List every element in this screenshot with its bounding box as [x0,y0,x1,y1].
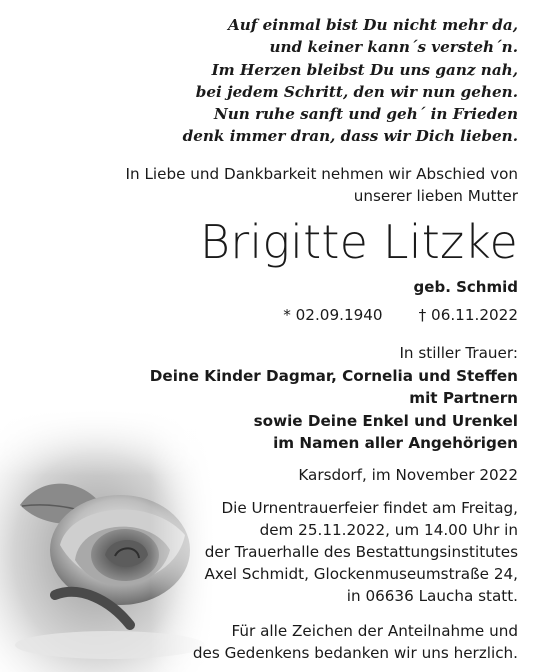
death-date: † 06.11.2022 [418,306,518,324]
service-line: der Trauerhalle des Bestattungsinstitutes [204,543,518,561]
poem-line: und keiner kann´s versteh´n. [269,38,518,57]
service-line: in 06636 Laucha statt. [346,587,518,605]
maiden-name: geb. Schmid [413,278,518,296]
intro-text [126,163,518,207]
intro-line: In Liebe und Dankbarkeit nehmen wir Abschied von [125,165,518,183]
mourners-heading: In stiller Trauer: [399,344,518,362]
poem [183,14,518,148]
thanks-text [193,620,518,664]
poem-line: Nun ruhe sanft und geh´ in Frieden [213,105,518,124]
service-line: Axel Schmidt, Glockenmuseumstraße 24, [204,565,518,583]
deceased-name: Brigitte Litzke [199,215,518,269]
mourners-line: sowie Deine Enkel und Urenkel [253,411,518,430]
mourners [150,342,518,455]
service-line: dem 25.11.2022, um 14.00 Uhr in [259,521,518,539]
service-info [205,497,518,607]
intro-line: unserer lieben Mutter [353,187,518,205]
mourners-line: Deine Kinder Dagmar, Cornelia und Steffen [149,366,518,385]
place-date: Karsdorf, im November 2022 [298,466,518,484]
poem-line: denk immer dran, dass wir Dich lieben. [182,127,518,146]
life-dates [283,305,518,325]
mourners-line: im Namen aller Angehörigen [273,434,518,452]
thanks-line: Für alle Zeichen der Anteilnahme und [231,622,518,640]
poem-line: Auf einmal bist Du nicht mehr da, [227,16,518,34]
poem-line: Im Herzen bleibst Du uns ganz nah, [211,60,518,79]
thanks-line: des Gedenkens bedanken wir uns herzlich. [192,644,518,662]
poem-line: bei jedem Schritt, den wir nun gehen. [195,82,518,101]
birth-date: * 02.09.1940 [283,306,383,324]
service-line: Die Urnentrauerfeier findet am Freitag, [221,499,518,517]
mourners-line: mit Partnern [409,389,518,407]
